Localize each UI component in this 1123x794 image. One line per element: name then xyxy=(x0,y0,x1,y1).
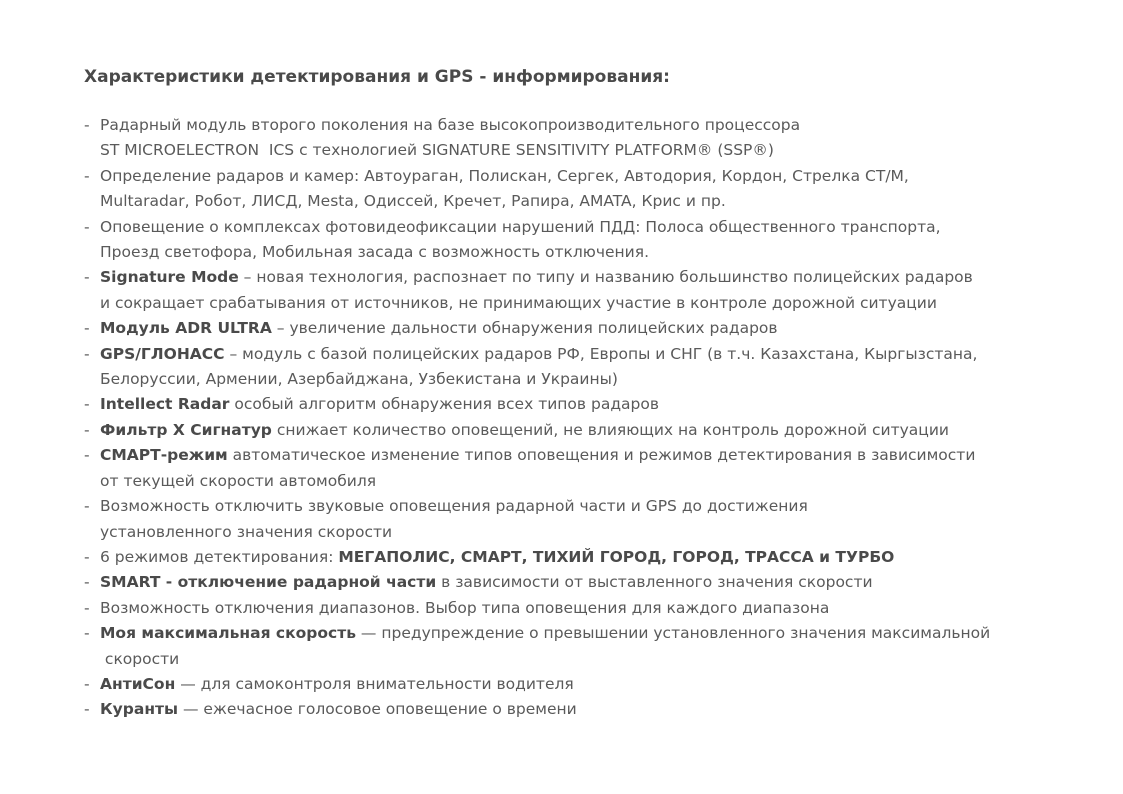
feature-item xyxy=(84,697,1084,722)
feature-item xyxy=(84,164,1084,215)
feature-text: – модуль с базой полицейских радаров РФ, Европы и СНГ (в т.ч. Казахстана, Кыргызстана, xyxy=(224,344,978,363)
feature-line xyxy=(100,621,1084,646)
feature-line xyxy=(100,545,1084,570)
feature-highlight: АнтиСон xyxy=(100,674,176,693)
feature-highlight: Фильтр X Сигнатур xyxy=(100,420,272,439)
bullet-dash: - xyxy=(84,446,90,465)
feature-line xyxy=(100,367,1084,392)
feature-text: – увеличение дальности обнаружения полицейских радаров xyxy=(271,319,778,338)
feature-line xyxy=(100,570,1084,595)
bullet-dash: - xyxy=(84,497,90,516)
bullet-dash: - xyxy=(84,674,90,693)
feature-item xyxy=(84,265,1084,316)
feature-text: снижает количество оповещений, не влияющих на контроль дорожной ситуации xyxy=(271,420,949,439)
feature-text: особый алгоритм обнаружения всех типов радаров xyxy=(229,395,659,414)
bullet-dash: - xyxy=(84,547,90,566)
bullet-dash: - xyxy=(84,166,90,185)
feature-text: Радарный модуль второго поколения на базе высокопроизводительного процессора xyxy=(100,116,801,134)
feature-item xyxy=(84,570,1084,595)
feature-line xyxy=(100,494,1084,519)
feature-line xyxy=(100,697,1084,722)
feature-line xyxy=(100,647,1084,672)
feature-line xyxy=(100,596,1084,621)
feature-text: Белоруссии, Армении, Азербайджана, Узбекистана и Украины) xyxy=(100,370,618,389)
feature-text: от текущей скорости автомобиля xyxy=(100,471,377,490)
feature-text: Определение радаров и камер: Автоураган, Полискан, Сергек, Автодория, Кордон, Стрелка СТ/М, xyxy=(100,166,909,185)
bullet-dash: - xyxy=(84,395,90,414)
feature-item xyxy=(84,113,1084,164)
feature-line xyxy=(100,392,1084,417)
feature-item xyxy=(84,215,1084,266)
feature-line xyxy=(100,316,1084,341)
feature-line xyxy=(100,164,1084,189)
feature-text: — предупреждение о превышении установленного значения максимальной xyxy=(356,624,991,643)
feature-highlight: Куранты xyxy=(100,700,179,719)
feature-text: – новая технология, распознает по типу и названию большинство полицейских радаров xyxy=(238,268,973,287)
feature-line xyxy=(100,342,1084,367)
feature-item xyxy=(84,545,1084,570)
feature-item xyxy=(84,392,1084,417)
feature-item xyxy=(84,443,1084,494)
feature-line xyxy=(100,113,1084,138)
bullet-dash: - xyxy=(84,116,90,134)
feature-item xyxy=(84,596,1084,621)
feature-text: Проезд светофора, Мобильная засада с возможность отключения. xyxy=(100,243,650,262)
bullet-dash: - xyxy=(84,319,90,338)
bullet-dash: - xyxy=(84,268,90,287)
feature-line xyxy=(100,520,1084,545)
feature-highlight: Моя максимальная скорость xyxy=(100,624,356,643)
feature-text: Multaradar, Робот, ЛИСД, Mesta, Одиссей, Кречет, Рапира, AMATA, Крис и пр. xyxy=(100,192,726,211)
feature-text: скорости xyxy=(100,649,180,668)
feature-item xyxy=(84,418,1084,443)
page-title: Характеристики детектирования и GPS - информирования: xyxy=(84,67,670,87)
feature-highlight: Signature Mode xyxy=(100,268,239,287)
feature-text: Оповещение о комплексах фотовидеофиксации нарушений ПДД: Полоса общественного транспорта, xyxy=(100,217,941,236)
feature-line xyxy=(100,265,1084,290)
feature-text: 6 режимов детектирования: xyxy=(100,547,339,566)
feature-text: и сокращает срабатывания от источников, не принимающих участие в контроле дорожной ситуации xyxy=(100,293,937,312)
feature-item xyxy=(84,672,1084,697)
feature-line xyxy=(100,215,1084,240)
feature-item xyxy=(84,621,1084,672)
feature-line xyxy=(100,138,1084,163)
feature-text: — ежечасное голосовое оповещение о времени xyxy=(178,700,577,719)
feature-line xyxy=(100,291,1084,316)
feature-text: — для самоконтроля внимательности водителя xyxy=(175,674,574,693)
bullet-dash: - xyxy=(84,344,90,363)
feature-highlight: Модуль ADR ULTRA xyxy=(100,319,272,338)
feature-text: Возможность отключения диапазонов. Выбор типа оповещения для каждого диапазона xyxy=(100,598,830,617)
bullet-dash: - xyxy=(84,700,90,719)
feature-item xyxy=(84,316,1084,341)
feature-line xyxy=(100,443,1084,468)
feature-highlight: GPS/ГЛОНАСС xyxy=(100,344,225,363)
feature-line xyxy=(100,672,1084,697)
bullet-dash: - xyxy=(84,573,90,592)
feature-line xyxy=(100,189,1084,214)
feature-text: ST MICROELECTRON ICS с технологией SIGNATURE SENSITIVITY PLATFORM® (SSP®) xyxy=(100,141,774,160)
feature-text: установленного значения скорости xyxy=(100,522,393,541)
feature-highlight: СМАРТ-режим xyxy=(100,446,228,465)
feature-list xyxy=(84,113,1084,723)
feature-line xyxy=(100,469,1084,494)
feature-text: в зависимости от выставленного значения скорости xyxy=(436,573,873,592)
feature-highlight: SMART - отключение радарной части xyxy=(100,573,437,592)
feature-highlight: Intellect Radar xyxy=(100,395,230,414)
feature-item xyxy=(84,494,1084,545)
bullet-dash: - xyxy=(84,217,90,236)
feature-line xyxy=(100,240,1084,265)
bullet-dash: - xyxy=(84,624,90,643)
document-page xyxy=(84,64,1084,723)
feature-highlight: МЕГАПОЛИС, СМАРТ, ТИХИЙ ГОРОД, ГОРОД, ТРАССА и ТУРБО xyxy=(338,547,895,566)
bullet-dash: - xyxy=(84,598,90,617)
feature-line xyxy=(100,418,1084,443)
bullet-dash: - xyxy=(84,420,90,439)
feature-text: Возможность отключить звуковые оповещения радарной части и GPS до достижения xyxy=(100,497,808,516)
feature-item xyxy=(84,342,1084,393)
feature-text: автоматическое изменение типов оповещения и режимов детектирования в зависимости xyxy=(227,446,976,465)
